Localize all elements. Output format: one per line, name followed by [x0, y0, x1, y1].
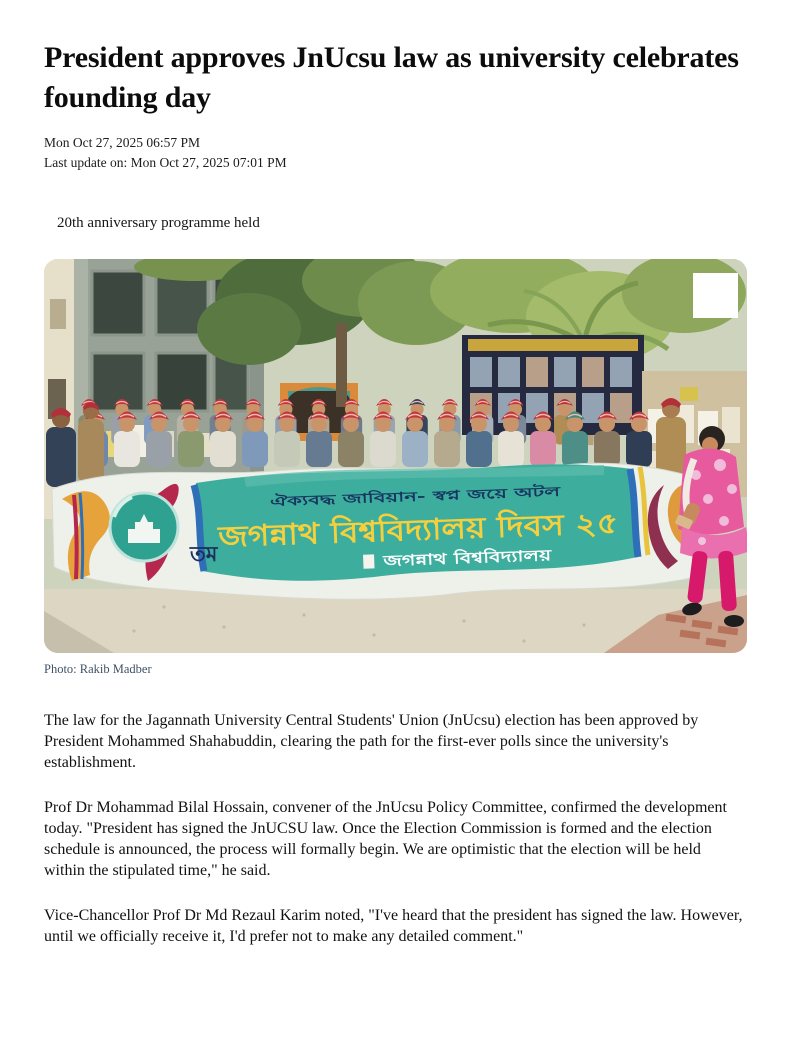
banner-logo-mark [363, 555, 374, 569]
article-meta [44, 133, 748, 173]
article-title: President approves JnUcsu law as university celebrates founding day [44, 41, 739, 114]
paragraph: Prof Dr Mohammad Bilal Hossain, convener of the JnUcsu Policy Committee, confirmed the development today. "President has signed the JnUCSU law. Once the Election Commission is formed and the election schedule is announced, the process will formally begin. We are optimistic that the election will be held within the stipulated time," he said. [44, 799, 727, 880]
updated-timestamp: Last update on: Mon Oct 27, 2025 07:01 PM [44, 155, 287, 171]
procession-banner [52, 464, 698, 600]
paragraph: The law for the Jagannath University Central Students' Union (JnUcsu) election has been approved by President Mohammed Shahabuddin, clearing the path for the first-ever polls since the university's establishment. [44, 712, 699, 772]
article-photo [44, 259, 747, 653]
article-photo-image [44, 259, 747, 653]
banner-subtitle-text: জগন্নাথ বিশ্ববিদ্যালয় [382, 548, 506, 571]
kicker-line: 20th anniversary programme held [57, 215, 260, 232]
banner-title-text: জগন্নাথ বিশ্ববিদ্যালয় দিবস ২৫ [217, 507, 571, 555]
article-figure [44, 259, 748, 677]
banner-badge-text: তম [190, 542, 218, 567]
watermark-patch [693, 273, 738, 318]
article-body [44, 710, 748, 947]
article-page [44, 38, 748, 947]
published-timestamp: Mon Oct 27, 2025 06:57 PM [44, 135, 201, 151]
paragraph: Vice-Chancellor Prof Dr Md Rezaul Karim noted, "I've heard that the president has signed the law. However, until we officially receive it, I'd prefer not to make any detailed comment." [44, 907, 743, 946]
banner-slogan-text: ঐক্যবদ্ধ জাবিয়ান- স্বপ্ন জয়ে অটল [269, 488, 449, 511]
photo-credit: Photo: Rakib Madber [44, 662, 152, 677]
